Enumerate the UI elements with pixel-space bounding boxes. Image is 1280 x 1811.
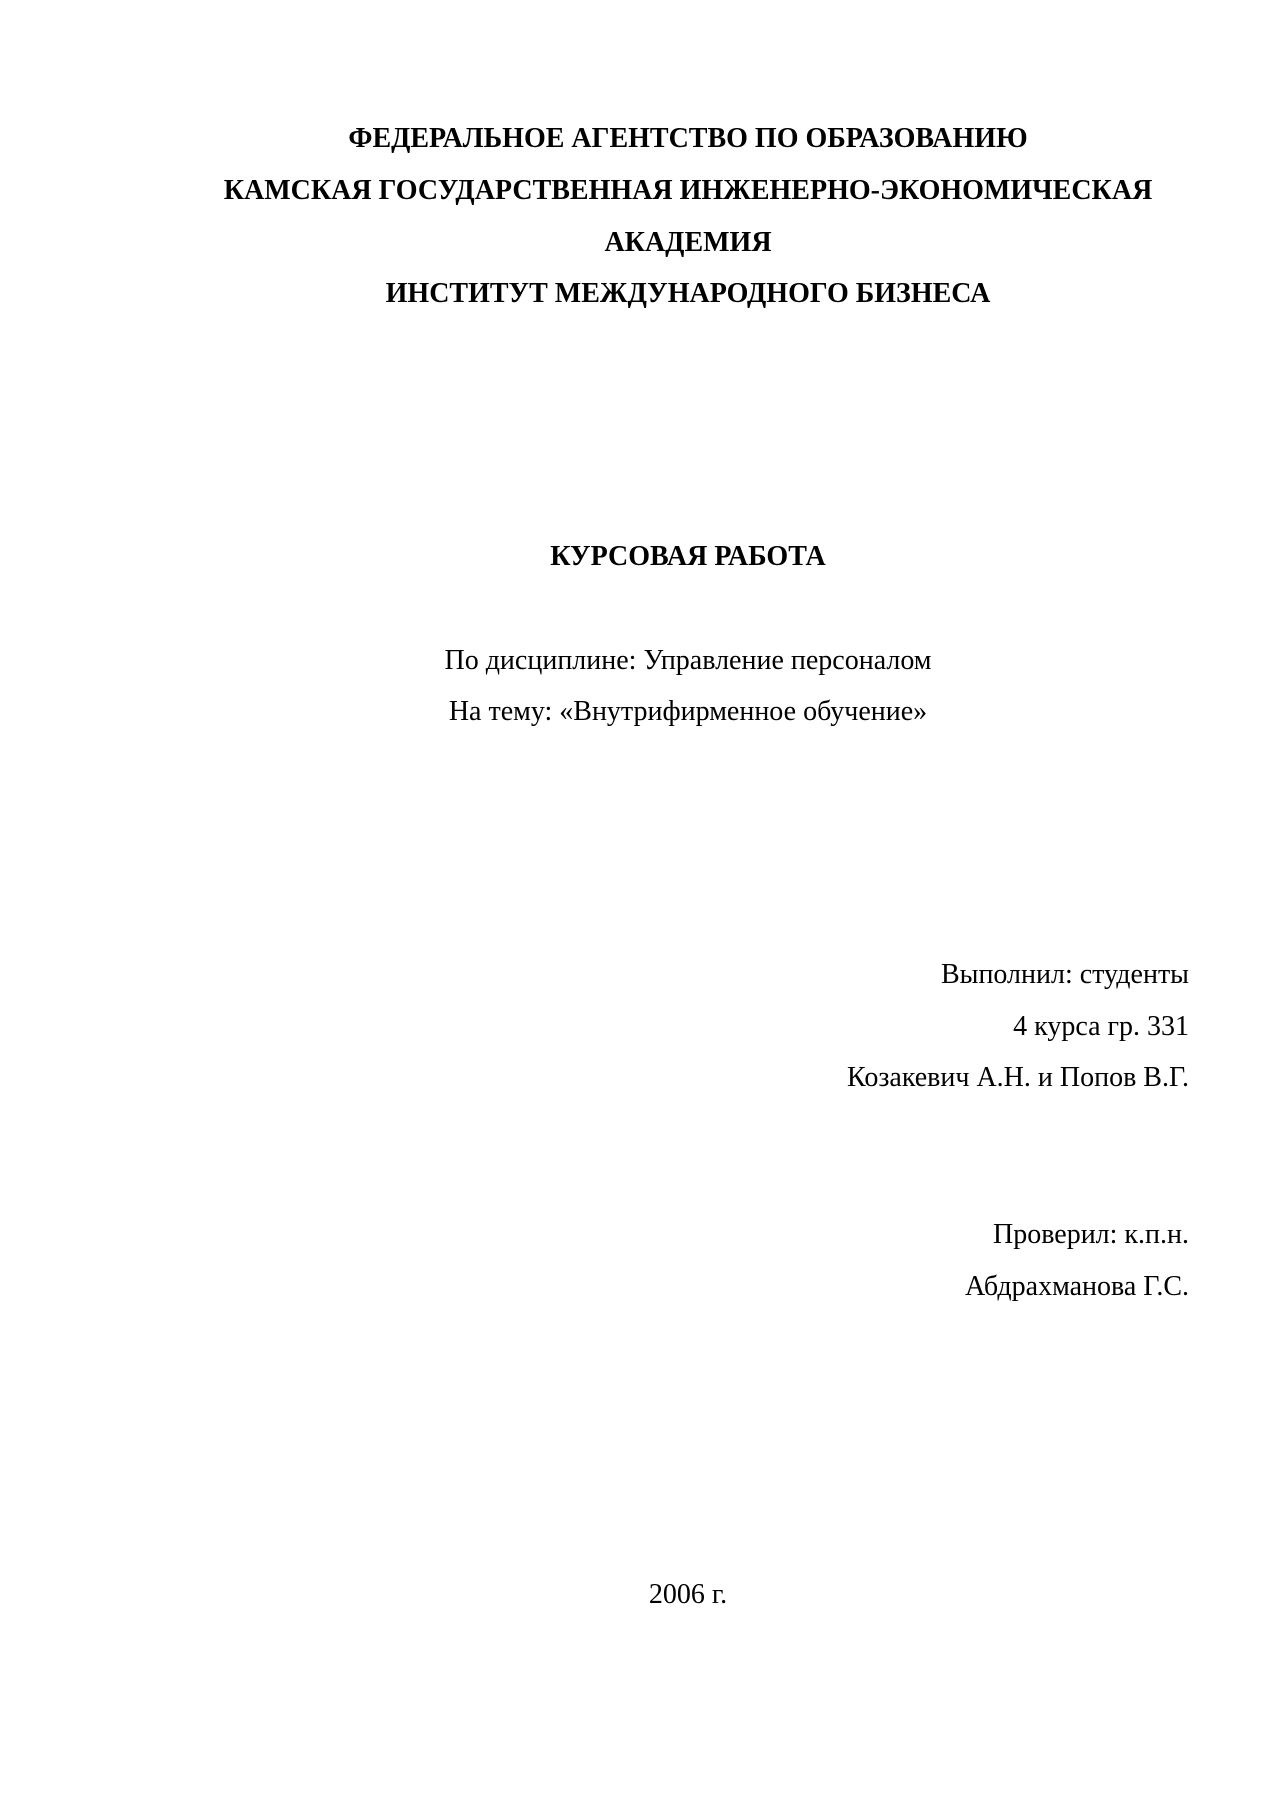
topic-line: На тему: «Внутрифирменное обучение» [448,696,928,727]
performer-names: Козакевич А.Н. и Попов В.Г. [847,1062,1189,1093]
reviewer-name: Абдрахманова Г.С. [965,1271,1189,1302]
header-academy-line2: АКАДЕМИЯ [604,227,772,258]
reviewer-label: Проверил: к.п.н. [992,1219,1189,1250]
performer-label: Выполнил: студенты [940,959,1189,990]
work-type-title: КУРСОВАЯ РАБОТА [550,541,826,572]
performer-group: 4 курса гр. 331 [1013,1011,1189,1042]
header-institute: ИНСТИТУТ МЕЖДУНАРОДНОГО БИЗНЕСА [385,278,991,309]
discipline-line: По дисциплине: Управление персоналом [444,645,932,676]
header-academy-line1: КАМСКАЯ ГОСУДАРСТВЕННАЯ ИНЖЕНЕРНО-ЭКОНОМИЧЕСКАЯ [223,175,1153,206]
header-agency: ФЕДЕРАЛЬНОЕ АГЕНТСТВО ПО ОБРАЗОВАНИЮ [348,123,1028,154]
year-footer: 2006 г. [648,1579,728,1610]
